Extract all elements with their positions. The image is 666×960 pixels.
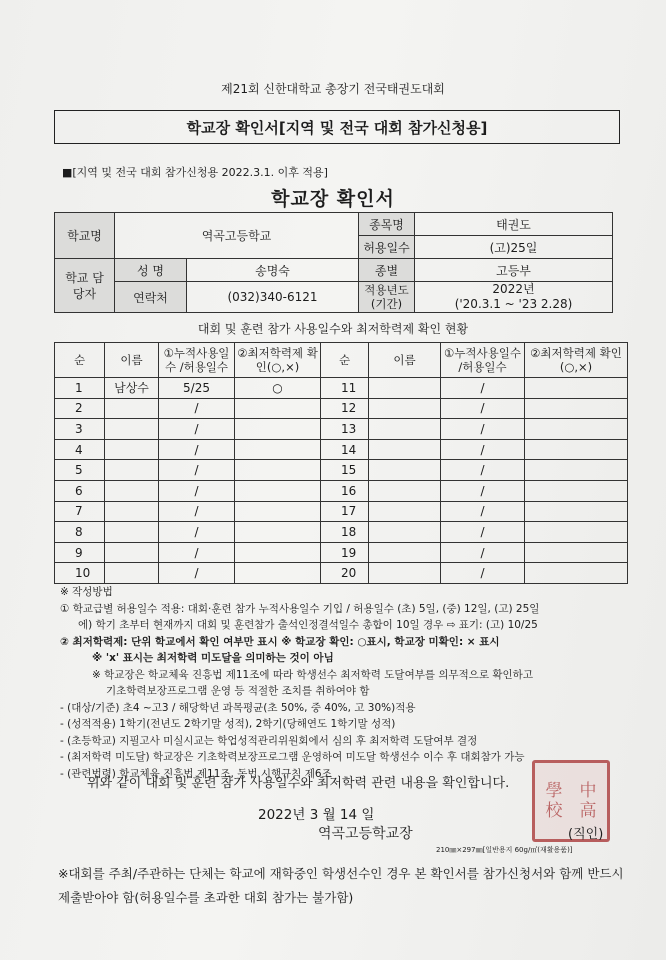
right-no-cell: 19 bbox=[321, 542, 369, 563]
right-no-cell: 11 bbox=[321, 378, 369, 399]
left-days-cell: 5/25 bbox=[159, 378, 235, 399]
footer-note: ※대회를 주최/주관하는 단체는 학교에 재학중인 학생선수인 경우 본 확인서를 참가신청서와 함께 반드시 제출받아야 함(허용일수를 초과한 대회 참가는 불가함) bbox=[58, 866, 624, 905]
left-days-cell: / bbox=[159, 542, 235, 563]
period-value bbox=[415, 282, 613, 313]
right-days-cell: / bbox=[441, 419, 525, 440]
left-name-cell bbox=[105, 439, 159, 460]
col-days-left: ①누적사용일수 /허용일수 bbox=[159, 343, 235, 378]
left-name-cell bbox=[105, 501, 159, 522]
note-item: ① 학교급별 허용일수 적용: 대회·훈련 참가 누적사용일수 기입 / 허용일수 (초) 5일, (중) 12일, (고) 25일 bbox=[60, 602, 540, 615]
left-grade-cell bbox=[235, 460, 321, 481]
right-grade-cell bbox=[525, 501, 628, 522]
note-item: ※ 'x' 표시는 최저학력 미도달을 의미하는 것이 아님 bbox=[92, 652, 334, 664]
right-days-cell: / bbox=[441, 480, 525, 501]
left-days-cell: / bbox=[159, 398, 235, 419]
right-name-cell bbox=[369, 378, 441, 399]
right-grade-cell bbox=[525, 378, 628, 399]
col-name-right: 이름 bbox=[369, 343, 441, 378]
left-no-cell: 7 bbox=[55, 501, 105, 522]
right-days-cell: / bbox=[441, 563, 525, 584]
left-grade-cell: ○ bbox=[235, 378, 321, 399]
right-grade-cell bbox=[525, 419, 628, 440]
note-item: - (최저학력 미도달) 학교장은 기초학력보장프로그램 운영하여 미도달 학생선수 이수 후 대회참가 가능 bbox=[60, 751, 525, 763]
note-item: - (대상/기준) 초4 ~고3 / 해당학년 과목평균(초 50%, 중 40%, 고 30%)적용 bbox=[60, 701, 416, 714]
col-grade-left: ②최저학력제 확인(○,×) bbox=[235, 343, 321, 378]
right-no-cell: 17 bbox=[321, 501, 369, 522]
right-grade-cell bbox=[525, 522, 628, 543]
document-title: 학교장 확인서 bbox=[271, 188, 395, 210]
instructions bbox=[60, 584, 640, 782]
school-value: 역곡고등학교 bbox=[115, 213, 359, 259]
left-no-cell: 8 bbox=[55, 522, 105, 543]
sign-date: 2022년 3 월 14 일 bbox=[258, 807, 375, 823]
seal-char: 高 bbox=[579, 801, 597, 821]
division-label: 종별 bbox=[359, 259, 415, 282]
table-row bbox=[55, 542, 628, 563]
col-days-right: ①누적사용일수 /허용일수 bbox=[441, 343, 525, 378]
right-days-cell: / bbox=[441, 542, 525, 563]
right-name-cell bbox=[369, 480, 441, 501]
left-name-cell bbox=[105, 480, 159, 501]
right-grade-cell bbox=[525, 480, 628, 501]
left-days-cell: / bbox=[159, 563, 235, 584]
contact-value: (032)340-6121 bbox=[187, 282, 359, 313]
right-grade-cell bbox=[525, 398, 628, 419]
right-name-cell bbox=[369, 460, 441, 481]
note-item: - (성적적용) 1학기(전년도 2학기말 성적), 2학기(당해연도 1학기말 성적) bbox=[60, 718, 396, 730]
school-info-table bbox=[54, 212, 613, 313]
right-grade-cell bbox=[525, 542, 628, 563]
note-item: 기초학력보장프로그램 운영 등 적절한 조치를 취하여야 함 bbox=[106, 685, 370, 697]
right-days-cell: / bbox=[441, 460, 525, 481]
left-days-cell: / bbox=[159, 501, 235, 522]
right-no-cell: 13 bbox=[321, 419, 369, 440]
allowed-days-label: 허용일수 bbox=[359, 236, 415, 259]
left-no-cell: 5 bbox=[55, 460, 105, 481]
note-item: 에) 학기 초부터 현재까지 대회 및 훈련참가 출석인정결석일수 총합이 10일 경우 ⇨ 표기: (고) 10/25 bbox=[78, 619, 538, 631]
note-item: - (초등학교) 지필고사 미실시교는 학업성적관리위원회에서 심의 후 최저학력 도달여부 결정 bbox=[60, 734, 478, 747]
table-row bbox=[55, 480, 628, 501]
left-days-cell: / bbox=[159, 522, 235, 543]
form-title: 학교장 확인서[지역 및 전국 대회 참가신청용] bbox=[54, 110, 620, 144]
period-year: 2022년 bbox=[492, 282, 535, 296]
table-row bbox=[55, 501, 628, 522]
seal-char: 學 bbox=[545, 781, 563, 801]
col-name-left: 이름 bbox=[105, 343, 159, 378]
left-grade-cell bbox=[235, 398, 321, 419]
table-row bbox=[55, 460, 628, 481]
right-no-cell: 14 bbox=[321, 439, 369, 460]
left-name-cell bbox=[105, 419, 159, 440]
table-row bbox=[55, 439, 628, 460]
seal-label: (직인) bbox=[568, 827, 604, 842]
right-no-cell: 18 bbox=[321, 522, 369, 543]
right-name-cell bbox=[369, 522, 441, 543]
manager-label: 학교 담당자 bbox=[55, 259, 115, 313]
name-value: 송명숙 bbox=[187, 259, 359, 282]
event-value: 태권도 bbox=[415, 213, 613, 236]
school-label: 학교명 bbox=[55, 213, 115, 259]
athlete-status-table bbox=[54, 342, 628, 584]
right-name-cell bbox=[369, 439, 441, 460]
left-grade-cell bbox=[235, 501, 321, 522]
left-days-cell: / bbox=[159, 480, 235, 501]
left-days-cell: / bbox=[159, 460, 235, 481]
note-item: ② 최저학력제: 단위 학교에서 확인 여부만 표시 ※ 학교장 확인: ○표시, 학교장 미확인: × 표시 bbox=[60, 635, 500, 648]
table-row bbox=[55, 398, 628, 419]
table-row bbox=[55, 563, 628, 584]
allowed-days-value: (고)25일 bbox=[415, 236, 613, 259]
left-grade-cell bbox=[235, 480, 321, 501]
right-name-cell bbox=[369, 542, 441, 563]
name-label: 성 명 bbox=[115, 259, 187, 282]
note-item: - (관련법령) 학교체육 진흥법 제11조, 동법 시행규칙 제6조 bbox=[60, 767, 332, 780]
table-row bbox=[55, 522, 628, 543]
left-no-cell: 6 bbox=[55, 480, 105, 501]
left-no-cell: 10 bbox=[55, 563, 105, 584]
left-grade-cell bbox=[235, 522, 321, 543]
col-no-right: 순 bbox=[321, 343, 369, 378]
seal-char: 中 bbox=[579, 781, 597, 801]
paper-spec: 210㎜×297㎜[일반용지 60g/㎡(재활용품)] bbox=[436, 846, 573, 854]
left-grade-cell bbox=[235, 563, 321, 584]
right-no-cell: 16 bbox=[321, 480, 369, 501]
right-days-cell: / bbox=[441, 378, 525, 399]
period-range: ('20.3.1 ~ '23 2.28) bbox=[454, 297, 573, 311]
col-grade-right: ②최저학력제 확인(○,×) bbox=[525, 343, 628, 378]
division-value: 고등부 bbox=[415, 259, 613, 282]
left-days-cell: / bbox=[159, 439, 235, 460]
right-no-cell: 15 bbox=[321, 460, 369, 481]
left-no-cell: 3 bbox=[55, 419, 105, 440]
right-days-cell: / bbox=[441, 501, 525, 522]
right-days-cell: / bbox=[441, 522, 525, 543]
contact-label: 연락처 bbox=[115, 282, 187, 313]
left-name-cell bbox=[105, 460, 159, 481]
right-name-cell bbox=[369, 419, 441, 440]
left-name-cell: 남상수 bbox=[105, 378, 159, 399]
left-no-cell: 2 bbox=[55, 398, 105, 419]
applicability-note: ■[지역 및 전국 대회 참가신청용 2022.3.1. 이후 적용] bbox=[62, 166, 328, 179]
left-name-cell bbox=[105, 563, 159, 584]
left-no-cell: 1 bbox=[55, 378, 105, 399]
note-item: ※ 학교장은 학교체육 진흥법 제11조에 따라 학생선수 최저학력 도달여부를 의무적으로 확인하고 bbox=[92, 668, 533, 681]
left-no-cell: 4 bbox=[55, 439, 105, 460]
right-grade-cell bbox=[525, 460, 628, 481]
left-days-cell: / bbox=[159, 419, 235, 440]
left-grade-cell bbox=[235, 419, 321, 440]
right-no-cell: 12 bbox=[321, 398, 369, 419]
right-name-cell bbox=[369, 501, 441, 522]
left-grade-cell bbox=[235, 439, 321, 460]
left-grade-cell bbox=[235, 542, 321, 563]
table-row bbox=[55, 419, 628, 440]
right-name-cell bbox=[369, 563, 441, 584]
period-label: 적용년도 (기간) bbox=[359, 282, 415, 313]
right-grade-cell bbox=[525, 439, 628, 460]
seal-char: 校 bbox=[545, 801, 563, 821]
right-no-cell: 20 bbox=[321, 563, 369, 584]
competition-title: 제21회 신한대학교 총장기 전국태권도대회 bbox=[221, 82, 445, 96]
right-days-cell: / bbox=[441, 398, 525, 419]
event-label: 종목명 bbox=[359, 213, 415, 236]
left-no-cell: 9 bbox=[55, 542, 105, 563]
principal-signature: 역곡고등학교장 bbox=[318, 826, 413, 842]
left-name-cell bbox=[105, 542, 159, 563]
status-title: 대회 및 훈련 참가 사용일수와 최저학력제 확인 현황 bbox=[197, 322, 469, 336]
left-name-cell bbox=[105, 398, 159, 419]
note-heading: ※ 작성방법 bbox=[60, 586, 113, 598]
table-row bbox=[55, 378, 628, 399]
right-name-cell bbox=[369, 398, 441, 419]
col-no-left: 순 bbox=[55, 343, 105, 378]
right-days-cell: / bbox=[441, 439, 525, 460]
confirmation-text: 위와 같이 대회 및 훈련 참가 사용일수와 최저학력 관련 내용을 확인합니다. bbox=[87, 776, 510, 791]
left-name-cell bbox=[105, 522, 159, 543]
right-grade-cell bbox=[525, 563, 628, 584]
